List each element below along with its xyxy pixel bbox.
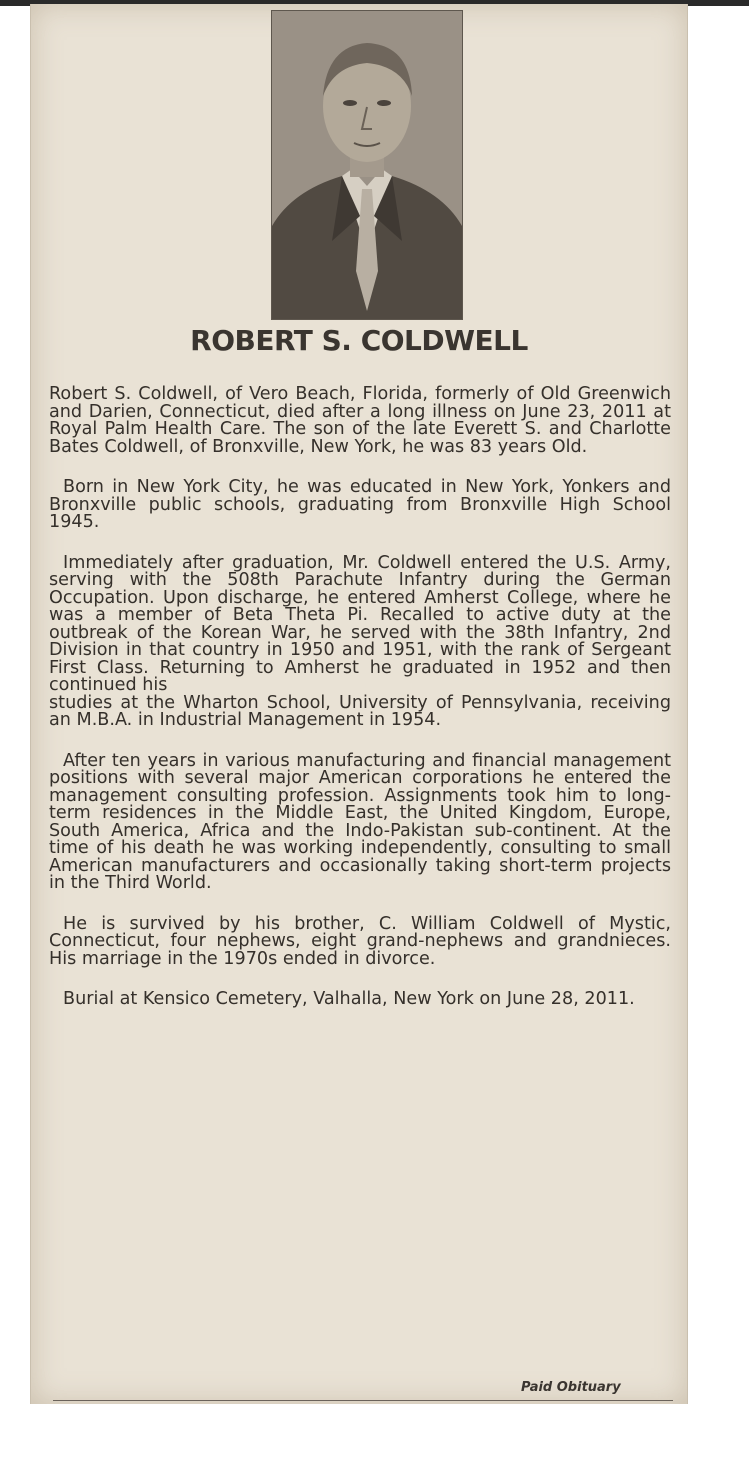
portrait-photo (271, 10, 463, 320)
footer-rule (53, 1400, 673, 1401)
paragraph-education: Born in New York City, he was educated in New York, Yonkers and Bronxville public schools, graduating from Bronxville High School 1945. (49, 477, 671, 532)
paid-obituary-label: Paid Obituary (521, 1380, 621, 1395)
paragraph-burial: Burial at Kensico Cemetery, Valhalla, New York on June 28, 2011. (63, 989, 635, 1009)
paragraph-wharton: studies at the Wharton School, University of Pennsylvania, receiving an M.B.A. in Industrial Management in 1954. (49, 692, 671, 730)
paragraph-survivors: He is survived by his brother, C. William Coldwell of Mystic, Connecticut, four nephews, eight grand-nephews and grandnieces. His marriage in the 1970s ended in divorce. (49, 913, 671, 969)
newspaper-clipping (30, 4, 688, 1404)
paragraph-career: After ten years in various manufacturing and financial management positions with several major American corporations he entered the management consulting profession. Assignments took him to long-term residences in the Middle East, the United Kingdom, Europe, South America, Africa and the Indo-Pakistan sub-continent. At the time of his death he was working independently, consulting to small American manufacturers and occasionally taking short-term projects in the Third World. (49, 750, 671, 893)
paragraph-intro: Robert S. Coldwell, of Vero Beach, Florida, formerly of Old Greenwich and Darien, Connecticut, died after a long illness on June 23, 2011 at Royal Palm Health Care. The son of the late Everett S. and Charlotte Bates Coldwell, of Bronxville, New York, he was 83 years Old. (49, 384, 671, 457)
obituary-name-heading: ROBERT S. COLDWELL (190, 324, 528, 357)
obituary-body (49, 386, 671, 1032)
paragraph-military: Immediately after graduation, Mr. Coldwell entered the U.S. Army, serving with the 508th Parachute Infantry during the German Occupation. Upon discharge, he entered Amherst College, where he was a member of Beta Theta Pi. Recalled to active duty at the outbreak of the Korean War, he served with the 38th Infantry, 2nd Division in that country in 1950 and 1951, with the rank of Sergeant First Class. Returning to Amherst he graduated in 1952 and then continued his (49, 552, 671, 695)
portrait-illustration (272, 11, 462, 319)
